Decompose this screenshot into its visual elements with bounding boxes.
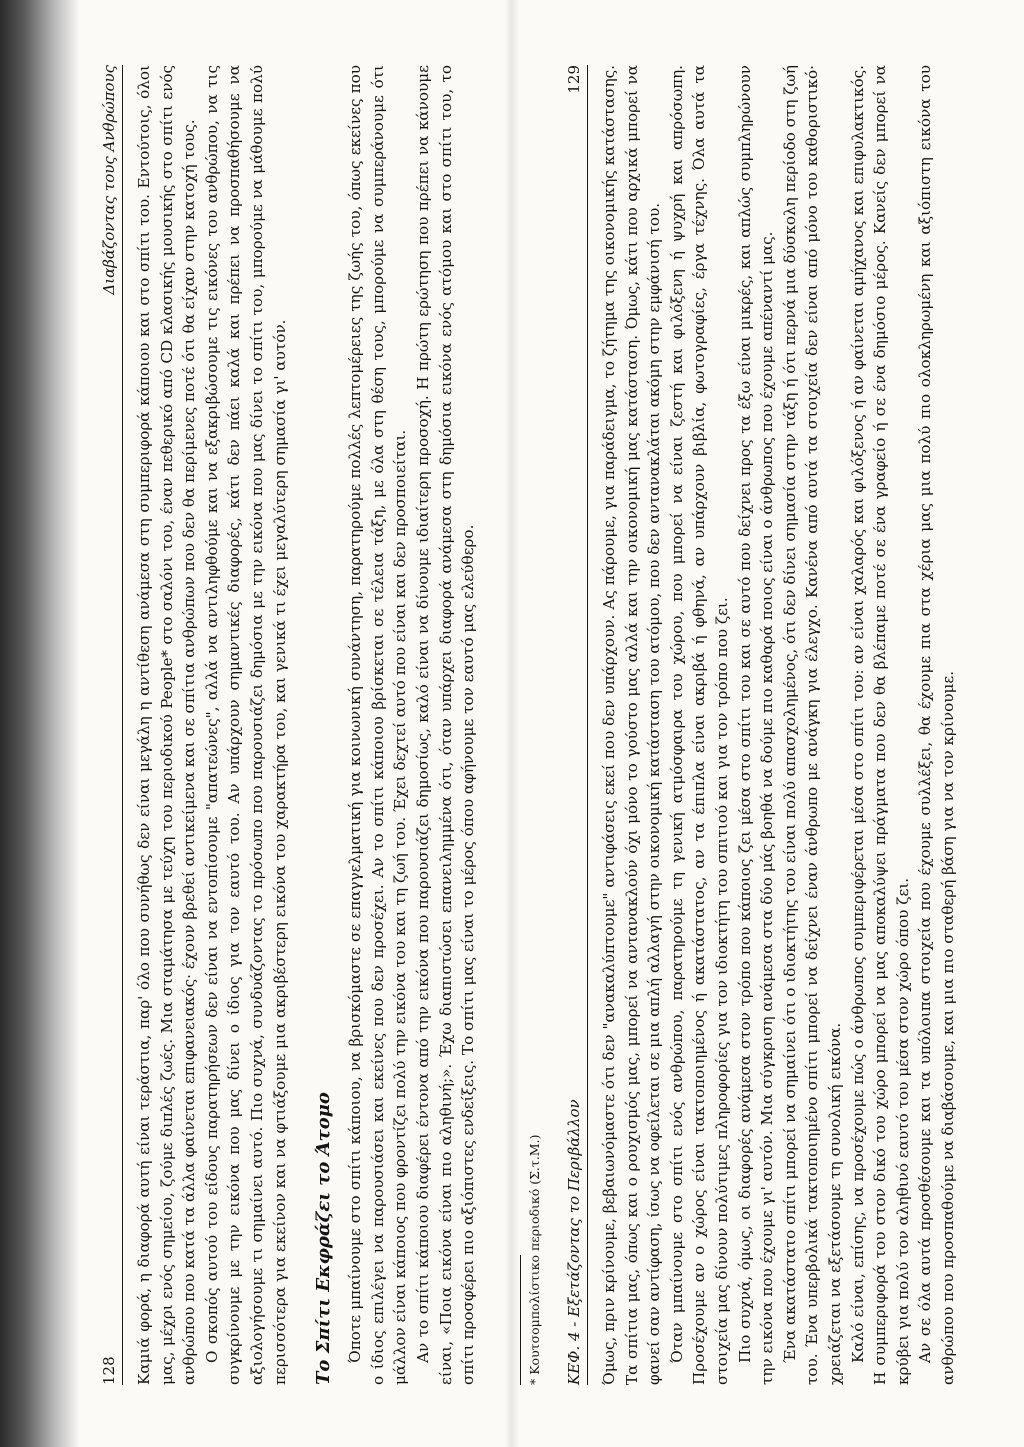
paragraph: Όταν μπαίνουμε στο σπίτι ενός ανθρώπου, παρατηρούμε τη γενική ατμόσφαιρα του χώρου, που μπορεί να είναι ζεστή και φιλόξενη ή ψυχρή και απρόσωπη. Προσέχουμε αν ο χώρος είναι τακτοποιημένος ή ακατάστατος, αν τα έπιπλα είναι ακριβά ή φθηνά, αν υπάρχουν βιβλία, φωτογραφίες, έργα τέχνης. Όλα αυτά τα στοιχεία μας δίνουν πολύτιμες πληροφορίες για τον ιδιοκτήτη του σπιτιού και για τον τρόπο που ζει.: [667, 65, 731, 1385]
page-number: 129: [565, 65, 583, 94]
running-title: Διαβάζοντας τους Ανθρώπους: [100, 65, 118, 295]
section-heading: Το Σπίτι Εκφράζει το Άτομο: [313, 1092, 335, 1385]
footnote: * Κουτσομπολίστικο περιοδικό (Σ.τ.Μ.): [526, 1134, 542, 1385]
scan-edge-shadow: [0, 0, 80, 1447]
paragraph: Ο σκοπός αυτού του είδους παρατηρήσεων δεν είναι να εντοπίσουμε "απατεώνες", αλλά να αντιληφθούμε και να εξακριβώσουμε τις εικόνες του ανθρώπου, να τις συγκρίνουμε με την εικόνα που μας δίνει ο ίδιος για τον εαυτό του. Αν υπάρχουν σημαντικές διαφορές, κάτι δεν πάει καλά και πρέπει να προσπαθήσουμε να αξιολογήσουμε τι σημαίνει αυτό. Πιο συχνά, συνδυάζοντας το πρόσωπο που παρουσιάζει δημόσια με την εικόνα που μας δίνει το σπίτι του, μπορούμε να μάθουμε πολύ περισσότερα για εκείνον και να φτιάξουμε μια ακριβέστερη εικόνα του χαρακτήρα του, και γενικά τι έχει μεγαλύτερη σημασία γι' αυτόν.: [202, 65, 289, 1385]
page-number: 128: [100, 1356, 118, 1385]
right-page-header: [565, 65, 588, 1385]
left-page-header: [100, 65, 123, 1385]
paragraph: Καμιά φορά, η διαφορά αυτή είναι τεράστια, παρ' όλο που συνήθως δεν είναι μεγάλη η αντίθεση ανάμεσα στη συμπεριφορά κάποιου και στο σπίτι του. Εντούτοις, όλοι μας, μέχρι ενός σημείου, ζούμε διπλές ζωές. Μια σταμάτησα με τεύχη του περιοδικού People* στο σαλόνι του, έναν πεθερικό από CD κλασικής μουσικής στο σπίτι ενός ανθρώπου που κατά τα άλλα φαίνεται επιφανειακός· έχουν βρεθεί αντικείμενα και σε σπίτια ανθρώπων που δεν θα περίμενες ποτέ ότι θα είχαν στην κατοχή τους.: [135, 65, 199, 1385]
paragraph: Πιο συχνά, όμως, οι διαφορές ανάμεσα στον τρόπο που κάποιος ζει μέσα στο σπίτι του και σε αυτό που δείχνει προς τα έξω είναι μικρές, και απλώς συμπληρώνουν την εικόνα που έχουμε γι' αυτόν. Μια σύγκριση ανάμεσα στα δύο μάς βοηθά να δούμε πιο καθαρά ποιος είναι ο άνθρωπος που έχουμε απέναντί μας.: [735, 65, 777, 1385]
left-page: [100, 65, 540, 1385]
paragraph: Αν το σπίτι κάποιου διαφέρει έντονα από την εικόνα που παρουσιάζει δημοσίως, καλό είναι να δίνουμε ιδιαίτερη προσοχή. Η πρώτη ερώτηση που πρέπει να κάνουμε είναι, «Ποια εικόνα είναι πιο αληθινή;». Έχω διαπιστώσει επανειλημμένα ότι, όταν υπάρχει διαφορά ανάμεσα στη δημόσια εικόνα ενός ατόμου και στο σπίτι του, το σπίτι προσφέρει πιο αξιόπιστες ενδείξεις. Το σπίτι μας είναι το μέρος όπου αφήνουμε τον εαυτό μας ελεύθερο.: [413, 65, 478, 1385]
left-page-body: [133, 65, 542, 1385]
paragraph: Όμως, πριν κρίνουμε, βεβαιωνόμαστε ότι δεν "ανακαλύπτουμε" αντιφάσεις εκεί που δεν υπάρχουν. Ας πάρουμε, για παράδειγμα, το ζήτημα της οικονομικής κατάστασης. Τα σπίτια μας, όπως και ο ρουχισμός μας, μπορεί να αντανακλούν όχι μόνο το γούστο μας αλλά και την οικονομική μας κατάσταση. Όμως, κάτι που αρχικά μπορεί να φανεί σαν αντίφαση, ίσως να οφείλεται σε μια απλή αλλαγή στην οικονομική κατάσταση του ατόμου, που δεν αντανακλάται ακόμη στην εμφάνισή του.: [600, 65, 664, 1385]
paragraph: Ένα ακατάστατο σπίτι μπορεί να σημαίνει ότι ο ιδιοκτήτης του είναι πολύ απασχολημένος, ότι δεν δίνει σημασία στην τάξη ή ότι περνά μια δύσκολη περίοδο στη ζωή του. Ένα υπερβολικά τακτοποιημένο σπίτι μπορεί να δείχνει έναν άνθρωπο με ανάγκη για έλεγχο. Κανένα από αυτά τα στοιχεία δεν είναι από μόνο του καθοριστικό· χρειάζεται να εξετάσουμε τη συνολική εικόνα.: [780, 65, 844, 1385]
paragraph: Καλό είναι, επίσης, να προσέχουμε πώς ο άνθρωπος συμπεριφέρεται μέσα στο σπίτι του: αν είναι χαλαρός και φιλόξενος ή αν φαίνεται αμήχανος και επιφυλακτικός. Η συμπεριφορά του στον δικό του χώρο μπορεί να μας αποκαλύψει πράγματα που δεν θα βλέπαμε ποτέ σε ένα γραφείο ή σε ένα δημόσιο μέρος. Κανείς δεν μπορεί να κρύβει για πολύ τον αληθινό εαυτό του μέσα στον χώρο όπου ζει.: [848, 65, 912, 1385]
footnote-separator: [520, 1255, 521, 1385]
running-title: ΚΕΦ. 4 - Εξετάζοντας το Περιβάλλον: [565, 1099, 583, 1385]
paragraph: Όποτε μπαίνουμε στο σπίτι κάποιου, να βρισκόμαστε σε επαγγελματική για κοινωνική συνάντηση, παρατηρούμε πολλές λεπτομέρειες της ζωής του, όπως εκείνες που ο ίδιος επιλέγει να παρουσιάσει και εκείνες που δεν προσέχει. Αν το σπίτι κάποιου βρίσκεται σε τέλεια τάξη, με όλα στη θέση τους, μπορούμε να συμπεράνουμε ότι μάλλον είναι κάποιος που φροντίζει πολύ την εικόνα του και τη ζωή του. Έχει δεχτεί αυτό που είναι και δεν προσποιείται.: [346, 65, 410, 1385]
right-page-body: [598, 65, 960, 1385]
right-page: [565, 65, 1005, 1385]
paragraph: Αν σε όλα αυτά προσθέσουμε και τα υπόλοιπα στοιχεία που έχουμε συλλέξει, θα έχουμε πια στα χέρια μας μια πολύ πιο ολοκληρωμένη και αξιόπιστη εικόνα του ανθρώπου που προσπαθούμε να διαβάσουμε, και μια πιο σταθερή βάση για να τον κρίνουμε.: [916, 65, 957, 1385]
